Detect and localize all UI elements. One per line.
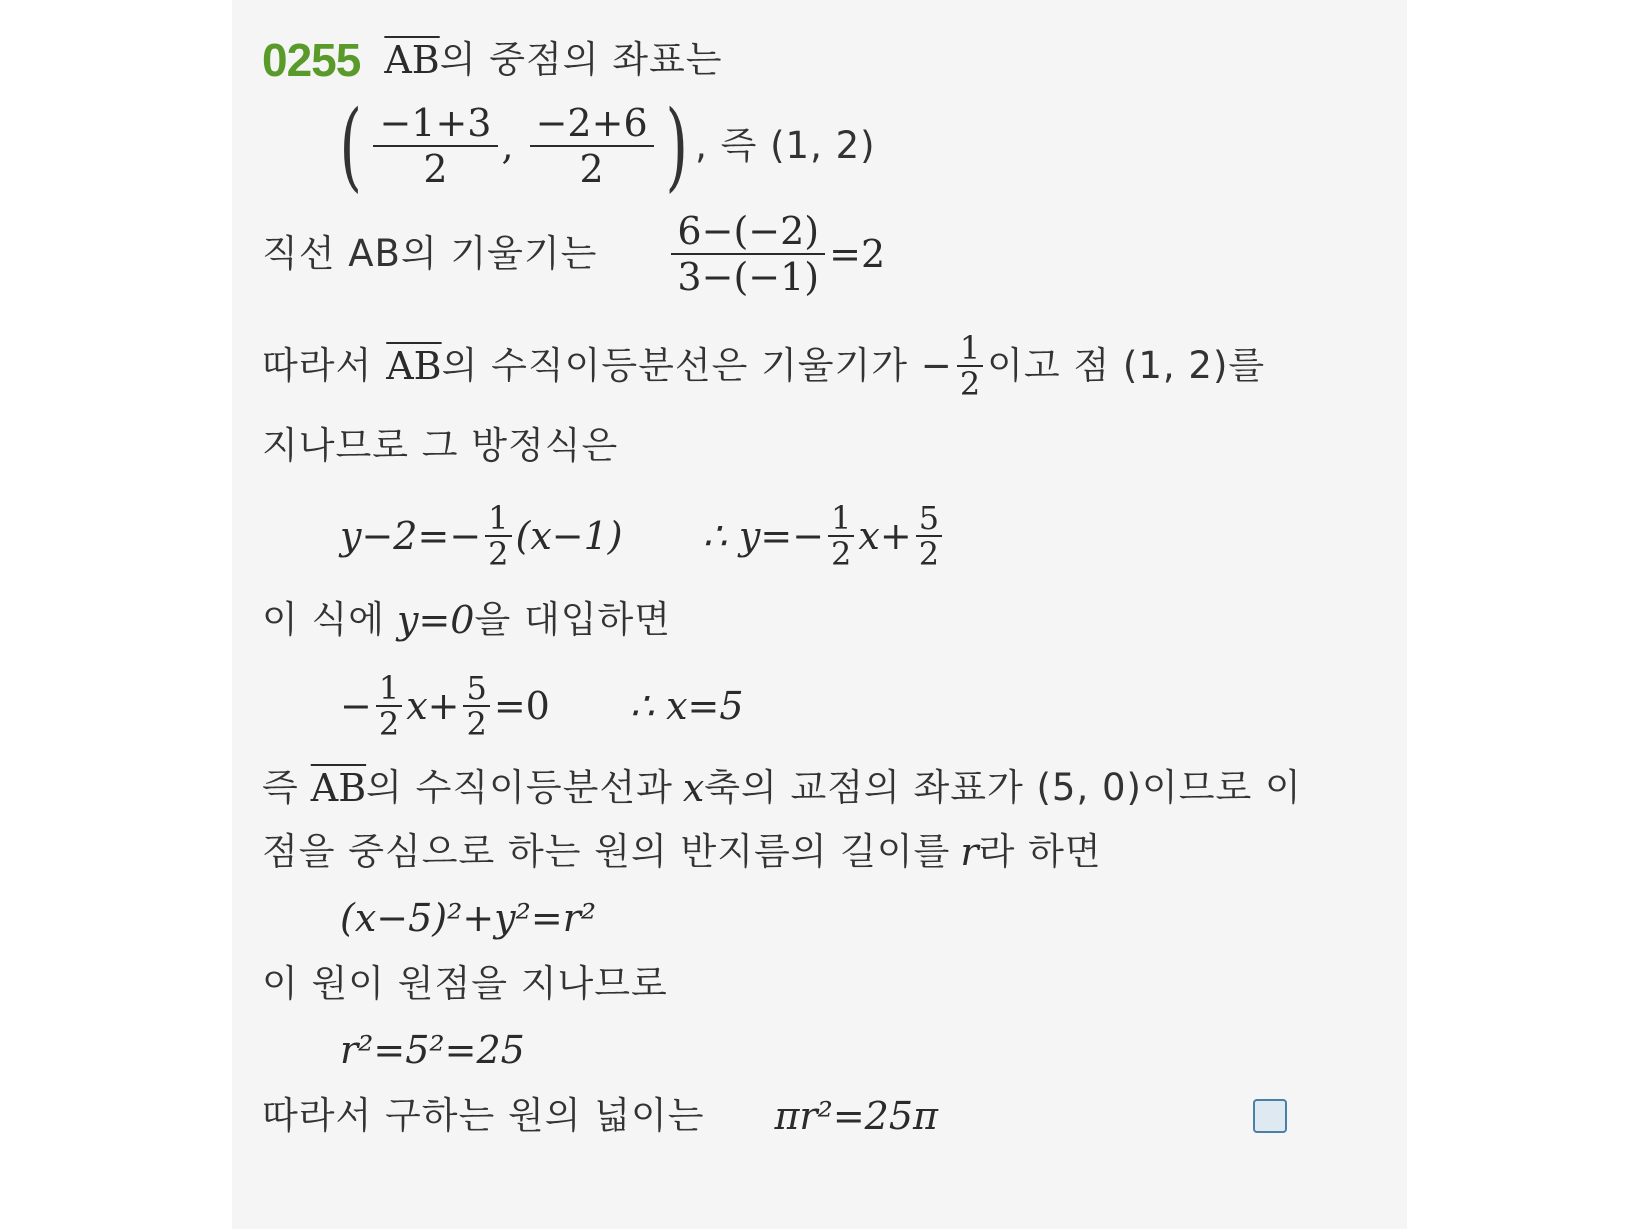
line-8	[232, 666, 1407, 746]
line2-text: , 즉 (1, 2)	[695, 124, 876, 167]
eq6-frac3-num: 5	[916, 501, 942, 537]
eq6-frac2	[828, 501, 854, 571]
slope-den: 3−(−1)	[677, 255, 820, 299]
eq8-frac2-den: 2	[466, 705, 487, 743]
fraction-x	[373, 101, 497, 191]
line7-b: y=0	[397, 598, 475, 642]
slope-result: =2	[829, 232, 886, 276]
eq6-b: (x−1)	[515, 514, 623, 558]
line3-text: 직선 AB의 기울기는	[262, 232, 598, 275]
eq8-b: x+	[406, 684, 460, 728]
fraction-y-den: 2	[579, 147, 604, 191]
eq8-frac2-num: 5	[463, 671, 489, 707]
eq6-frac1-num: 1	[485, 501, 511, 537]
eq6-frac1-den: 2	[488, 535, 509, 573]
line9-b: 의 수직이등분선과	[366, 766, 673, 809]
segment-ab: $\overline{AB}$	[384, 38, 440, 82]
line-3	[232, 206, 1407, 302]
left-paren: (	[339, 90, 362, 202]
line-9	[232, 766, 1407, 810]
eq6-c: ∴ y=−	[702, 514, 825, 558]
fraction-y-num: −2+6	[530, 101, 654, 147]
eq6-d: x+	[858, 514, 912, 558]
line9-c: 축의 교점의 좌표가 (5, 0)이므로 이	[704, 766, 1302, 809]
line-6	[232, 496, 1407, 576]
line7-a: 이 식에	[262, 598, 385, 641]
radius-equation: r²=5²=25	[340, 1028, 525, 1072]
line-1	[232, 34, 1407, 86]
eq8-frac1	[376, 671, 402, 741]
line1-text: 의 중점의 좌표는	[439, 38, 723, 81]
line14-a: 따라서 구하는 원의 넓이는	[262, 1094, 705, 1137]
eq6-frac3	[916, 501, 942, 571]
line-4	[232, 326, 1407, 406]
eq6-a: y−2=−	[340, 514, 482, 558]
eq8-a: −	[340, 684, 372, 728]
right-paren: )	[665, 90, 688, 202]
segment-ab-3: $\overline{AB}$	[310, 766, 367, 810]
area-equation: πr²=25π	[774, 1094, 938, 1138]
line-10	[232, 830, 1407, 874]
line4-text-b: 의 수직이등분선은 기울기가 −	[441, 344, 953, 387]
eq8-frac1-den: 2	[378, 705, 400, 743]
circle-equation: (x−5)²+y²=r²	[340, 896, 597, 940]
line4-text-c: 이고 점 (1, 2)를	[987, 344, 1266, 387]
line-7	[232, 598, 1407, 642]
line10-r: r	[960, 830, 979, 874]
fraction-x-num: −1+3	[373, 101, 497, 147]
eq6-frac2-num: 1	[828, 501, 854, 537]
eq8-frac2	[463, 671, 489, 741]
answer-block	[1253, 1099, 1297, 1133]
eq8-c: =0	[493, 684, 550, 728]
eq8-frac1-num: 1	[376, 671, 402, 707]
slope-fraction	[671, 209, 825, 299]
slope-half-den: 2	[959, 365, 981, 403]
line-12	[232, 962, 1407, 1006]
line4-text-a: 따라서	[262, 344, 373, 387]
line10-b: 라 하면	[978, 830, 1102, 873]
solution-page	[232, 0, 1407, 1229]
eq6-frac1	[485, 501, 511, 571]
line12-text: 이 원이 원점을 지나므로	[262, 962, 668, 1005]
eq6-frac3-den: 2	[918, 535, 940, 573]
answer-icon	[1253, 1099, 1287, 1133]
slope-half-num: 1	[957, 331, 983, 367]
eq6-frac2-den: 2	[831, 535, 852, 573]
line7-c: 을 대입하면	[474, 598, 671, 641]
line9-a: 즉	[262, 766, 299, 809]
fraction-x-den: 2	[423, 147, 448, 191]
line10-a: 점을 중심으로 하는 원의 반지름의 길이를	[262, 830, 951, 873]
eq8-d: ∴ x=5	[629, 684, 744, 728]
line-5	[232, 424, 1407, 468]
slope-num: 6−(−2)	[671, 209, 825, 255]
line-11	[232, 896, 1407, 940]
line-14	[232, 1094, 1407, 1138]
segment-ab-2: $\overline{AB}$	[386, 344, 442, 388]
line-2: ( $\frac{-1+3}{2}$ , $\frac{-2+6}{2}$ ) , 즉 (1, 2)	[339, 90, 876, 202]
problem-number: 0255	[262, 34, 361, 86]
fraction-y	[530, 101, 654, 191]
slope-half	[957, 331, 983, 401]
line9-x: x	[682, 766, 705, 810]
line5-text: 지나므로 그 방정식은	[262, 424, 619, 467]
line-13	[232, 1028, 1407, 1072]
